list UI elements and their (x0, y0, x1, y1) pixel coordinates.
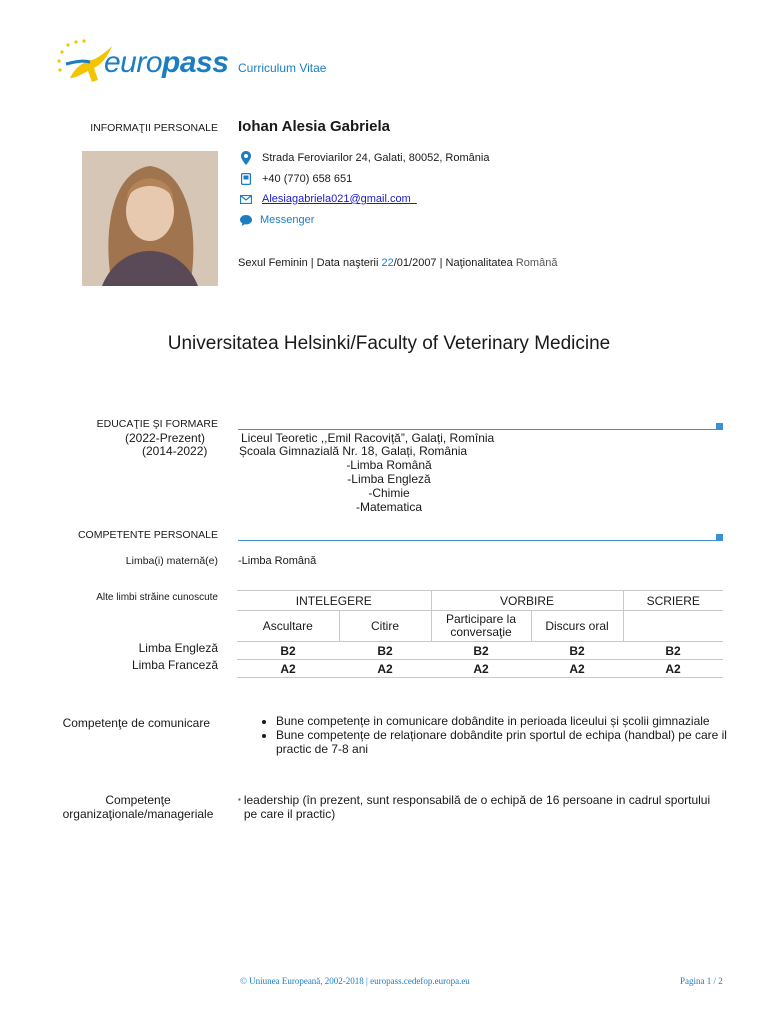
phone-icon (238, 172, 254, 186)
europass-logo (54, 38, 229, 90)
subject-item: -Chimie (368, 486, 410, 500)
organisational-text: leadership (în prezent, sunt responsabilă de o echipă de 16 persoane in cadrul sportului pe care il practic) (243, 793, 711, 821)
level-cell: A2 (237, 660, 339, 678)
footer-page-number: Pagina 1 / 2 (680, 976, 723, 986)
education-period-1: (2022-Prezent) (125, 431, 206, 445)
competences-label: COMPETENTE PERSONALE (77, 529, 218, 541)
level-cell: B2 (339, 642, 431, 660)
logo-word-pass: pass (162, 46, 229, 79)
languages-table-group-header (237, 591, 723, 611)
other-languages-label: Alte limbi străine cunoscute (96, 592, 218, 603)
subheader-listening: Ascultare (237, 611, 339, 642)
profile-photo (82, 151, 218, 286)
phone-row (238, 172, 352, 186)
footer-copyright: © Uniunea Europeană, 2002-2018 | europass.cedefop.europa.eu (240, 976, 470, 986)
document-type: Curriculum Vitae (238, 61, 327, 75)
subject-item: -Limba Engleză (347, 472, 431, 486)
mother-tongue-value: -Limba Română (238, 555, 317, 567)
location-pin-icon (238, 151, 254, 165)
competences-divider (238, 540, 718, 541)
level-cell: B2 (623, 642, 723, 660)
messenger-text[interactable]: Messenger (260, 214, 315, 226)
header-writing: SCRIERE (623, 591, 723, 611)
subheader-reading: Citire (339, 611, 431, 642)
list-item: • Bune competențe in comunicare dobândite in perioada liceului și școlii gimnaziale (276, 714, 728, 728)
personal-details (238, 257, 557, 269)
email-link[interactable]: Alesiagabriela021@gmail.com (262, 193, 411, 205)
education-divider (238, 429, 718, 430)
level-cell: A2 (531, 660, 623, 678)
subject-item: -Limba Română (346, 458, 432, 472)
header-understanding: INTELEGERE (237, 591, 431, 611)
mother-tongue-label: Limba(i) maternă(e) (125, 555, 218, 567)
level-cell: B2 (531, 642, 623, 660)
level-cell: A2 (431, 660, 531, 678)
details-dob-rest: /01/2007 | Naţionalitatea (393, 257, 516, 269)
level-cell: B2 (431, 642, 531, 660)
education-school-2: Școala Gimnazială Nr. 18, Galați, România (239, 444, 468, 458)
list-item: • Bune competențe de relaționare dobândite prin sportul de echipa (handbal) pe care il practic de 7-8 ani (276, 728, 728, 756)
education-label: EDUCAŢIE ŞI FORMARE (96, 418, 218, 430)
education-period-2: (2014-2022) (142, 444, 208, 458)
languages-table-sub-header (237, 611, 723, 642)
education-school-1: Liceul Teoretic ,,Emil Racoviță”, Galați, Romînia (241, 431, 495, 445)
languages-table (237, 590, 723, 678)
candidate-name: Iohan Alesia Gabriela (238, 118, 390, 135)
level-cell: B2 (237, 642, 339, 660)
organisational-label (40, 793, 236, 821)
email-icon (238, 192, 254, 206)
education-divider-end (716, 423, 723, 430)
bullet-square-icon: ▪ (238, 795, 241, 804)
level-cell: A2 (623, 660, 723, 678)
address-row (238, 151, 489, 165)
phone-text: +40 (770) 658 651 (262, 173, 353, 185)
dob-day: 22 (381, 257, 394, 269)
communication-list (258, 714, 728, 756)
subheader-writing-empty (623, 611, 723, 642)
organisational-item (238, 793, 728, 821)
communication-label: Competenţe de comunicare (62, 716, 210, 730)
subject-item: -Matematica (355, 500, 423, 514)
target-position: Universitatea Helsinki/Faculty of Veterinary Medicine (167, 333, 611, 354)
competences-divider-end (716, 534, 723, 541)
subheader-production: Discurs oral (531, 611, 623, 642)
table-row (237, 660, 723, 678)
details-prefix: Sexul Feminin | Data naşterii (238, 257, 382, 269)
education-subjects (330, 458, 448, 514)
email-row (238, 192, 417, 206)
level-cell: A2 (339, 660, 431, 678)
logo-word-euro: euro (104, 46, 163, 79)
organisational-label-line-1: Competenţe (105, 793, 171, 807)
language-name-french: Limba Franceză (131, 658, 218, 672)
chat-bubble-icon (238, 213, 254, 227)
language-name-english: Limba Engleză (138, 641, 218, 655)
address-text: Strada Feroviarilor 24, Galati, 80052, România (262, 152, 490, 164)
subheader-interaction: Participare la conversaţie (431, 611, 531, 642)
table-row (237, 642, 723, 660)
messenger-row (238, 213, 314, 227)
personal-info-label: INFORMAŢII PERSONALE (90, 122, 218, 134)
nationality-value: Română (515, 257, 558, 269)
header-speaking: VORBIRE (431, 591, 623, 611)
organisational-label-line-2: organizaţionale/manageriale (62, 807, 214, 821)
